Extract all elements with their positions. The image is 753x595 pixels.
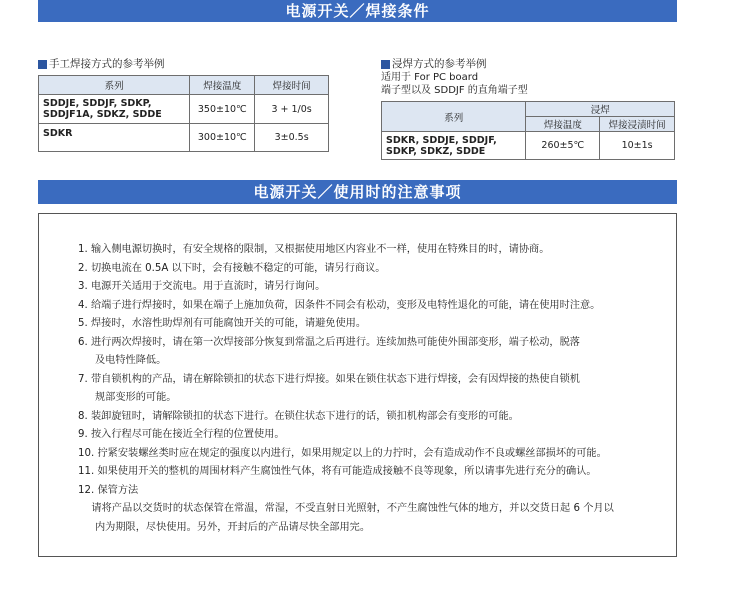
time-cell: 3±0.5s xyxy=(255,124,329,152)
dip-note-line1: 适用于 For PC board xyxy=(381,72,479,83)
time-cell: 10±1s xyxy=(600,132,675,160)
table-row xyxy=(39,124,329,152)
dip-note-line2: 端子型以及 SDDJF 的直角端子型 xyxy=(381,85,528,96)
item-text: 7. 带自锁机构的产品，请在解除锁扣的状态下进行焊接。如果在锁住状态下进行焊接，会有因焊接的热使自锁机 xyxy=(78,373,580,385)
manual-soldering-table xyxy=(38,75,329,152)
item-text: 1. 输入侧电源切换时，有安全规格的限制，又根据使用地区内容业不一样，使用在特殊目的时，请协商。 xyxy=(78,244,550,255)
item-text: 12. 保管方法 xyxy=(78,484,139,496)
col-series: 系列 xyxy=(39,76,190,95)
table-header-row xyxy=(39,76,329,95)
series-cell xyxy=(382,132,526,160)
col-time: 焊接浸渍时间 xyxy=(600,117,675,132)
precautions-banner xyxy=(38,180,677,204)
col-group-dip: 浸焊 xyxy=(526,102,675,117)
page-title: 电源开关／焊接条件 xyxy=(285,2,430,20)
square-bullet-icon xyxy=(381,60,390,69)
item-text: 11. 如果使用开关的整机的周围材料产生腐蚀性气体，将有可能造成接触不良等现象，所以请事先进行充分的确认。 xyxy=(78,466,597,477)
precautions-box xyxy=(38,213,677,557)
time-cell: 3 + 1/0s xyxy=(255,95,329,124)
series-line: SDKP, SDKZ, SDDE xyxy=(386,145,486,157)
list-item xyxy=(78,371,658,408)
list-item xyxy=(78,500,658,537)
item-continuation: 内为期限，尽快使用。另外，开封后的产品请尽快全部用完。 xyxy=(95,521,371,533)
list-item xyxy=(78,260,658,279)
item-continuation: 及电特性降低。 xyxy=(95,355,167,366)
item-text: 5. 焊接时，水溶性助焊剂有可能腐蚀开关的可能，请避免使用。 xyxy=(78,318,367,329)
temp-cell: 300±10℃ xyxy=(190,124,255,152)
item-text: 3. 电源开关适用于交流电。用于直流时，请另行询问。 xyxy=(78,281,326,292)
manual-soldering-heading-text: 手工焊接方式的参考举例 xyxy=(49,58,165,70)
precautions-title: 电源开关／使用时的注意事项 xyxy=(253,183,462,201)
series-cell xyxy=(39,95,190,124)
series-line: SDKR, SDDJE, SDDJF, xyxy=(386,134,497,146)
list-item xyxy=(78,426,658,445)
item-continuation: 规部变形的可能。 xyxy=(95,392,177,403)
dip-soldering-heading xyxy=(381,57,487,71)
list-item xyxy=(78,463,658,482)
temp-cell: 260±5℃ xyxy=(526,132,600,160)
item-text: 9. 按入行程尽可能在接近全行程的位置使用。 xyxy=(78,429,285,440)
series-line: SDDJF1A, SDKZ, SDDE xyxy=(43,109,162,120)
dip-soldering-heading-text: 浸焊方式的参考举例 xyxy=(392,58,487,70)
series-cell: SDKR xyxy=(39,124,190,152)
list-item xyxy=(78,297,658,316)
col-time: 焊接时间 xyxy=(255,76,329,95)
list-item xyxy=(78,408,658,427)
temp-cell: 350±10℃ xyxy=(190,95,255,124)
table-row xyxy=(382,132,675,160)
series-line: SDDJE, SDDJF, SDKP, xyxy=(43,98,152,109)
item-text: 2. 切换电流在 0.5A 以下时，会有接触不稳定的可能，请另行商议。 xyxy=(78,262,386,274)
col-temp: 焊接温度 xyxy=(190,76,255,95)
square-bullet-icon xyxy=(38,60,47,69)
col-temp: 焊接温度 xyxy=(526,117,600,132)
table-header-row xyxy=(382,102,675,117)
item-text: 6. 进行两次焊接时，请在第一次焊接部分恢复到常温之后再进行。连续加热可能使外围部变形，端子松动，脱落 xyxy=(78,336,580,348)
list-item xyxy=(78,241,658,260)
item-text: 10. 拧紧安装螺丝类时应在规定的强度以内进行，如果用规定以上的力拧时，会有造成动作不良或螺丝部损坏的可能。 xyxy=(78,447,607,459)
col-series: 系列 xyxy=(382,102,526,132)
item-text: 4. 给端子进行焊接时，如果在端子上施加负荷，因条件不同会有松动，变形及电特性退化的可能，请在使用时注意。 xyxy=(78,299,601,311)
item-text: 请将产品以交货时的状态保管在常温，常湿，不受直射日光照射，不产生腐蚀性气体的地方，并以交货日起 6 个月以 xyxy=(78,503,614,514)
list-item xyxy=(78,482,658,501)
dip-soldering-table xyxy=(381,101,675,160)
list-item xyxy=(78,278,658,297)
manual-soldering-heading xyxy=(38,57,165,71)
item-text: 8. 装卸旋钮时，请解除锁扣的状态下进行。在锁住状态下进行的话，锁扣机构部会有变形的可能。 xyxy=(78,410,519,422)
list-item xyxy=(78,445,658,464)
list-item xyxy=(78,315,658,334)
page-title-banner xyxy=(38,0,677,22)
list-item xyxy=(78,334,658,371)
precautions-list xyxy=(78,241,658,537)
table-row xyxy=(39,95,329,124)
